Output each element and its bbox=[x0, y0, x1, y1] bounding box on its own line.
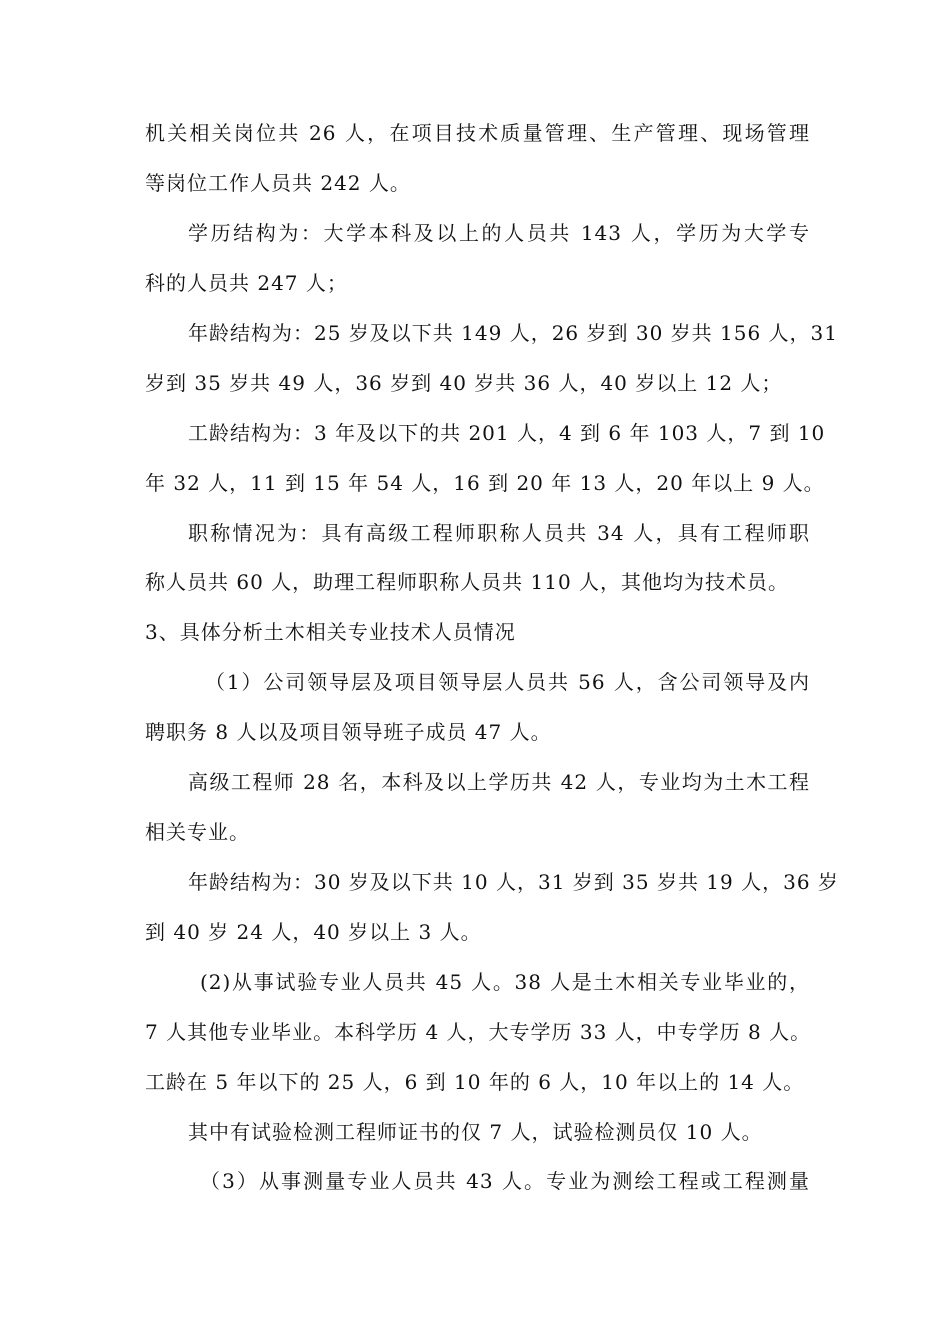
paragraph-line: 到 40 岁 24 人，40 岁以上 3 人。 bbox=[145, 920, 482, 944]
paragraph-line: 聘职务 8 人以及项目领导班子成员 47 人。 bbox=[145, 720, 552, 744]
paragraph-line: 机关相关岗位共 26 人，在项目技术质量管理、生产管理、现场管理 bbox=[145, 121, 810, 145]
paragraph-line: 称人员共 60 人，助理工程师职称人员共 110 人，其他均为技术员。 bbox=[145, 570, 790, 594]
paragraph-line: 高级工程师 28 名，本科及以上学历共 42 人，专业均为土木工程 bbox=[188, 770, 810, 794]
paragraph-line: （1）公司领导层及项目领导层人员共 56 人，含公司领导及内 bbox=[205, 670, 810, 694]
paragraph-line: 年龄结构为：30 岁及以下共 10 人，31 岁到 35 岁共 19 人，36 岁 bbox=[188, 870, 839, 894]
paragraph-line: 其中有试验检测工程师证书的仅 7 人，试验检测员仅 10 人。 bbox=[188, 1120, 763, 1144]
paragraph-line: 工龄结构为：3 年及以下的共 201 人，4 到 6 年 103 人，7 到 10 bbox=[188, 421, 826, 445]
paragraph-line: 年龄结构为：25 岁及以下共 149 人，26 岁到 30 岁共 156 人，31 bbox=[188, 321, 839, 345]
paragraph-line: 工龄在 5 年以下的 25 人，6 到 10 年的 6 人，10 年以上的 14 人。 bbox=[145, 1070, 805, 1094]
paragraph-line: 7 人其他专业毕业。本科学历 4 人，大专学历 33 人，中专学历 8 人。 bbox=[145, 1020, 812, 1044]
section-heading: 3、具体分析土木相关专业技术人员情况 bbox=[145, 620, 516, 644]
paragraph-line: 年 32 人，11 到 15 年 54 人，16 到 20 年 13 人，20 年以上 9 人。 bbox=[145, 471, 825, 495]
paragraph-line: 相关专业。 bbox=[145, 820, 250, 844]
paragraph-line: （3）从事测量专业人员共 43 人。专业为测绘工程或工程测量 bbox=[200, 1169, 810, 1193]
paragraph-line: 职称情况为：具有高级工程师职称人员共 34 人，具有工程师职 bbox=[188, 521, 810, 545]
paragraph-line: 学历结构为：大学本科及以上的人员共 143 人，学历为大学专 bbox=[188, 221, 810, 245]
paragraph-line: 科的人员共 247 人； bbox=[145, 271, 348, 295]
paragraph-line: 等岗位工作人员共 242 人。 bbox=[145, 171, 411, 195]
paragraph-line: (2)从事试验专业人员共 45 人。38 人是土木相关专业毕业的， bbox=[200, 970, 810, 994]
paragraph-line: 岁到 35 岁共 49 人，36 岁到 40 岁共 36 人，40 岁以上 12 人； bbox=[145, 371, 783, 395]
